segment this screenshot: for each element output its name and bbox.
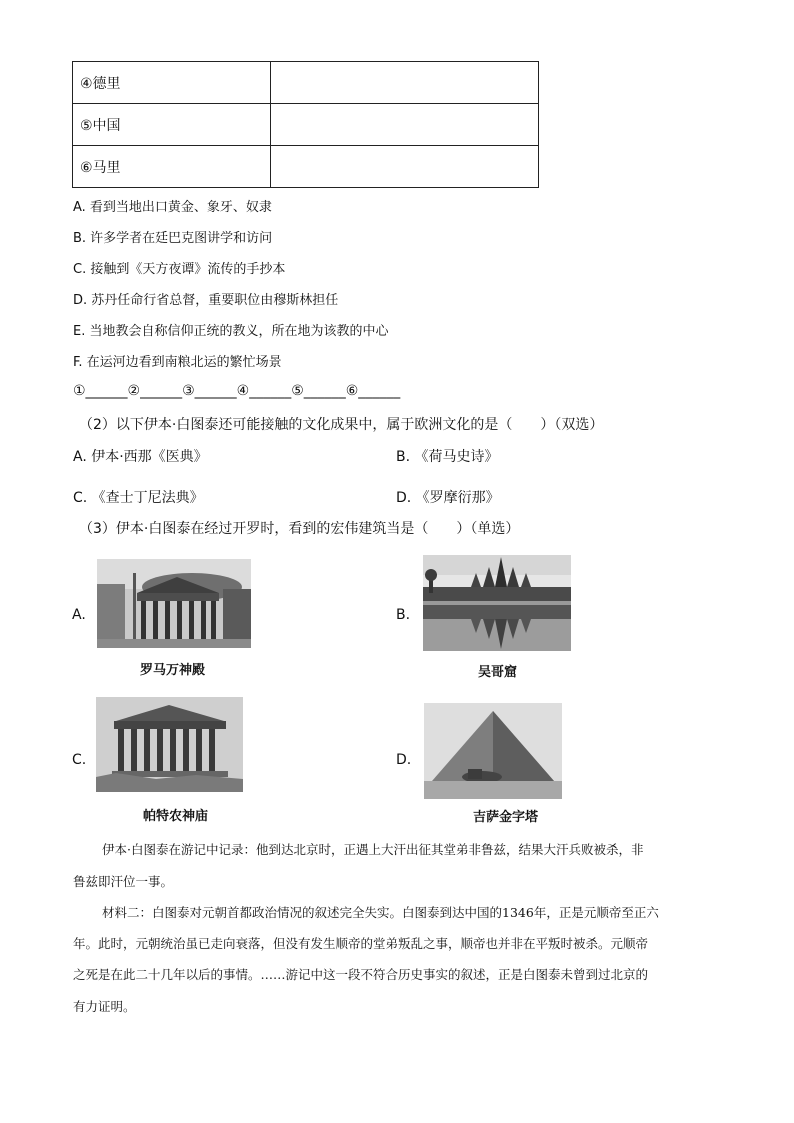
answer-blanks: ①______②______③______④______⑤______⑥______ [73,383,401,399]
q3-option-b-letter: B. [396,607,411,623]
material-line-5: 之死是在此二十几年以后的事情。……游记中这一段不符合历史事实的叙述，正是白图泰未曾到过北京的 [73,967,649,982]
q2-option-d: D. 《罗摩衍那》 [396,490,500,506]
material-line-3: 材料二：白图泰对元朝首都政治情况的叙述完全失实。白图泰到达中国的1346年，正是元顺帝至正六 [102,905,659,920]
answer-cell [271,146,539,188]
q3-option-a-letter: A. [72,607,86,623]
q2-option-c: C. 《查士丁尼法典》 [73,490,204,506]
q3-option-b-caption: 吴哥窟 [478,665,518,680]
parthenon-image [96,697,243,792]
table-row [73,146,539,188]
q2-option-b: B. 《荷马史诗》 [396,449,499,465]
answer-cell [271,62,539,104]
angkor-wat-image [423,555,571,651]
option-e: E. 当地教会自称信仰正统的教义，所在地为该教的中心 [73,324,389,339]
q3-option-d-letter: D. [396,752,412,768]
table-row [73,62,539,104]
material-line-6: 有力证明。 [73,999,136,1014]
answer-cell [271,104,539,146]
q3-option-c-caption: 帕特农神庙 [143,809,209,824]
place-cell: ⑤中国 [73,104,271,146]
place-cell: ④德里 [73,62,271,104]
table-row [73,104,539,146]
place-cell: ⑥马里 [73,146,271,188]
question-2-stem: （2）以下伊本·白图泰还可能接触的文化成果中，属于欧洲文化的是（ ）（双选） [79,417,604,433]
q3-option-c-letter: C. [72,752,87,768]
q2-option-a: A. 伊本·西那《医典》 [73,449,208,465]
option-f: F. 在运河边看到南粮北运的繁忙场景 [73,355,282,370]
question-3-stem: （3）伊本·白图泰在经过开罗时，看到的宏伟建筑当是（ ）（单选） [79,521,520,537]
option-a: A. 看到当地出口黄金、象牙、奴隶 [73,200,272,215]
pyramid-image [424,703,562,799]
option-d: D. 苏丹任命行省总督，重要职位由穆斯林担任 [73,293,339,308]
option-b: B. 许多学者在廷巴克图讲学和访问 [73,231,273,246]
q3-option-a-caption: 罗马万神殿 [140,663,206,678]
q3-option-d-caption: 吉萨金字塔 [473,810,539,825]
material-line-2: 鲁兹即汗位一事。 [73,874,174,889]
material-line-4: 年。此时，元朝统治虽已走向衰落，但没有发生顺帝的堂弟叛乱之事，顺帝也并非在平叛时被杀。元顺帝 [73,936,649,951]
pantheon-image [97,559,251,648]
material-line-1: 伊本·白图泰在游记中记录：他到达北京时，正遇上大汗出征其堂弟非鲁兹，结果大汗兵败被杀，非 [102,842,644,857]
option-c: C. 接触到《天方夜谭》流传的手抄本 [73,262,286,277]
matching-table [72,61,539,188]
